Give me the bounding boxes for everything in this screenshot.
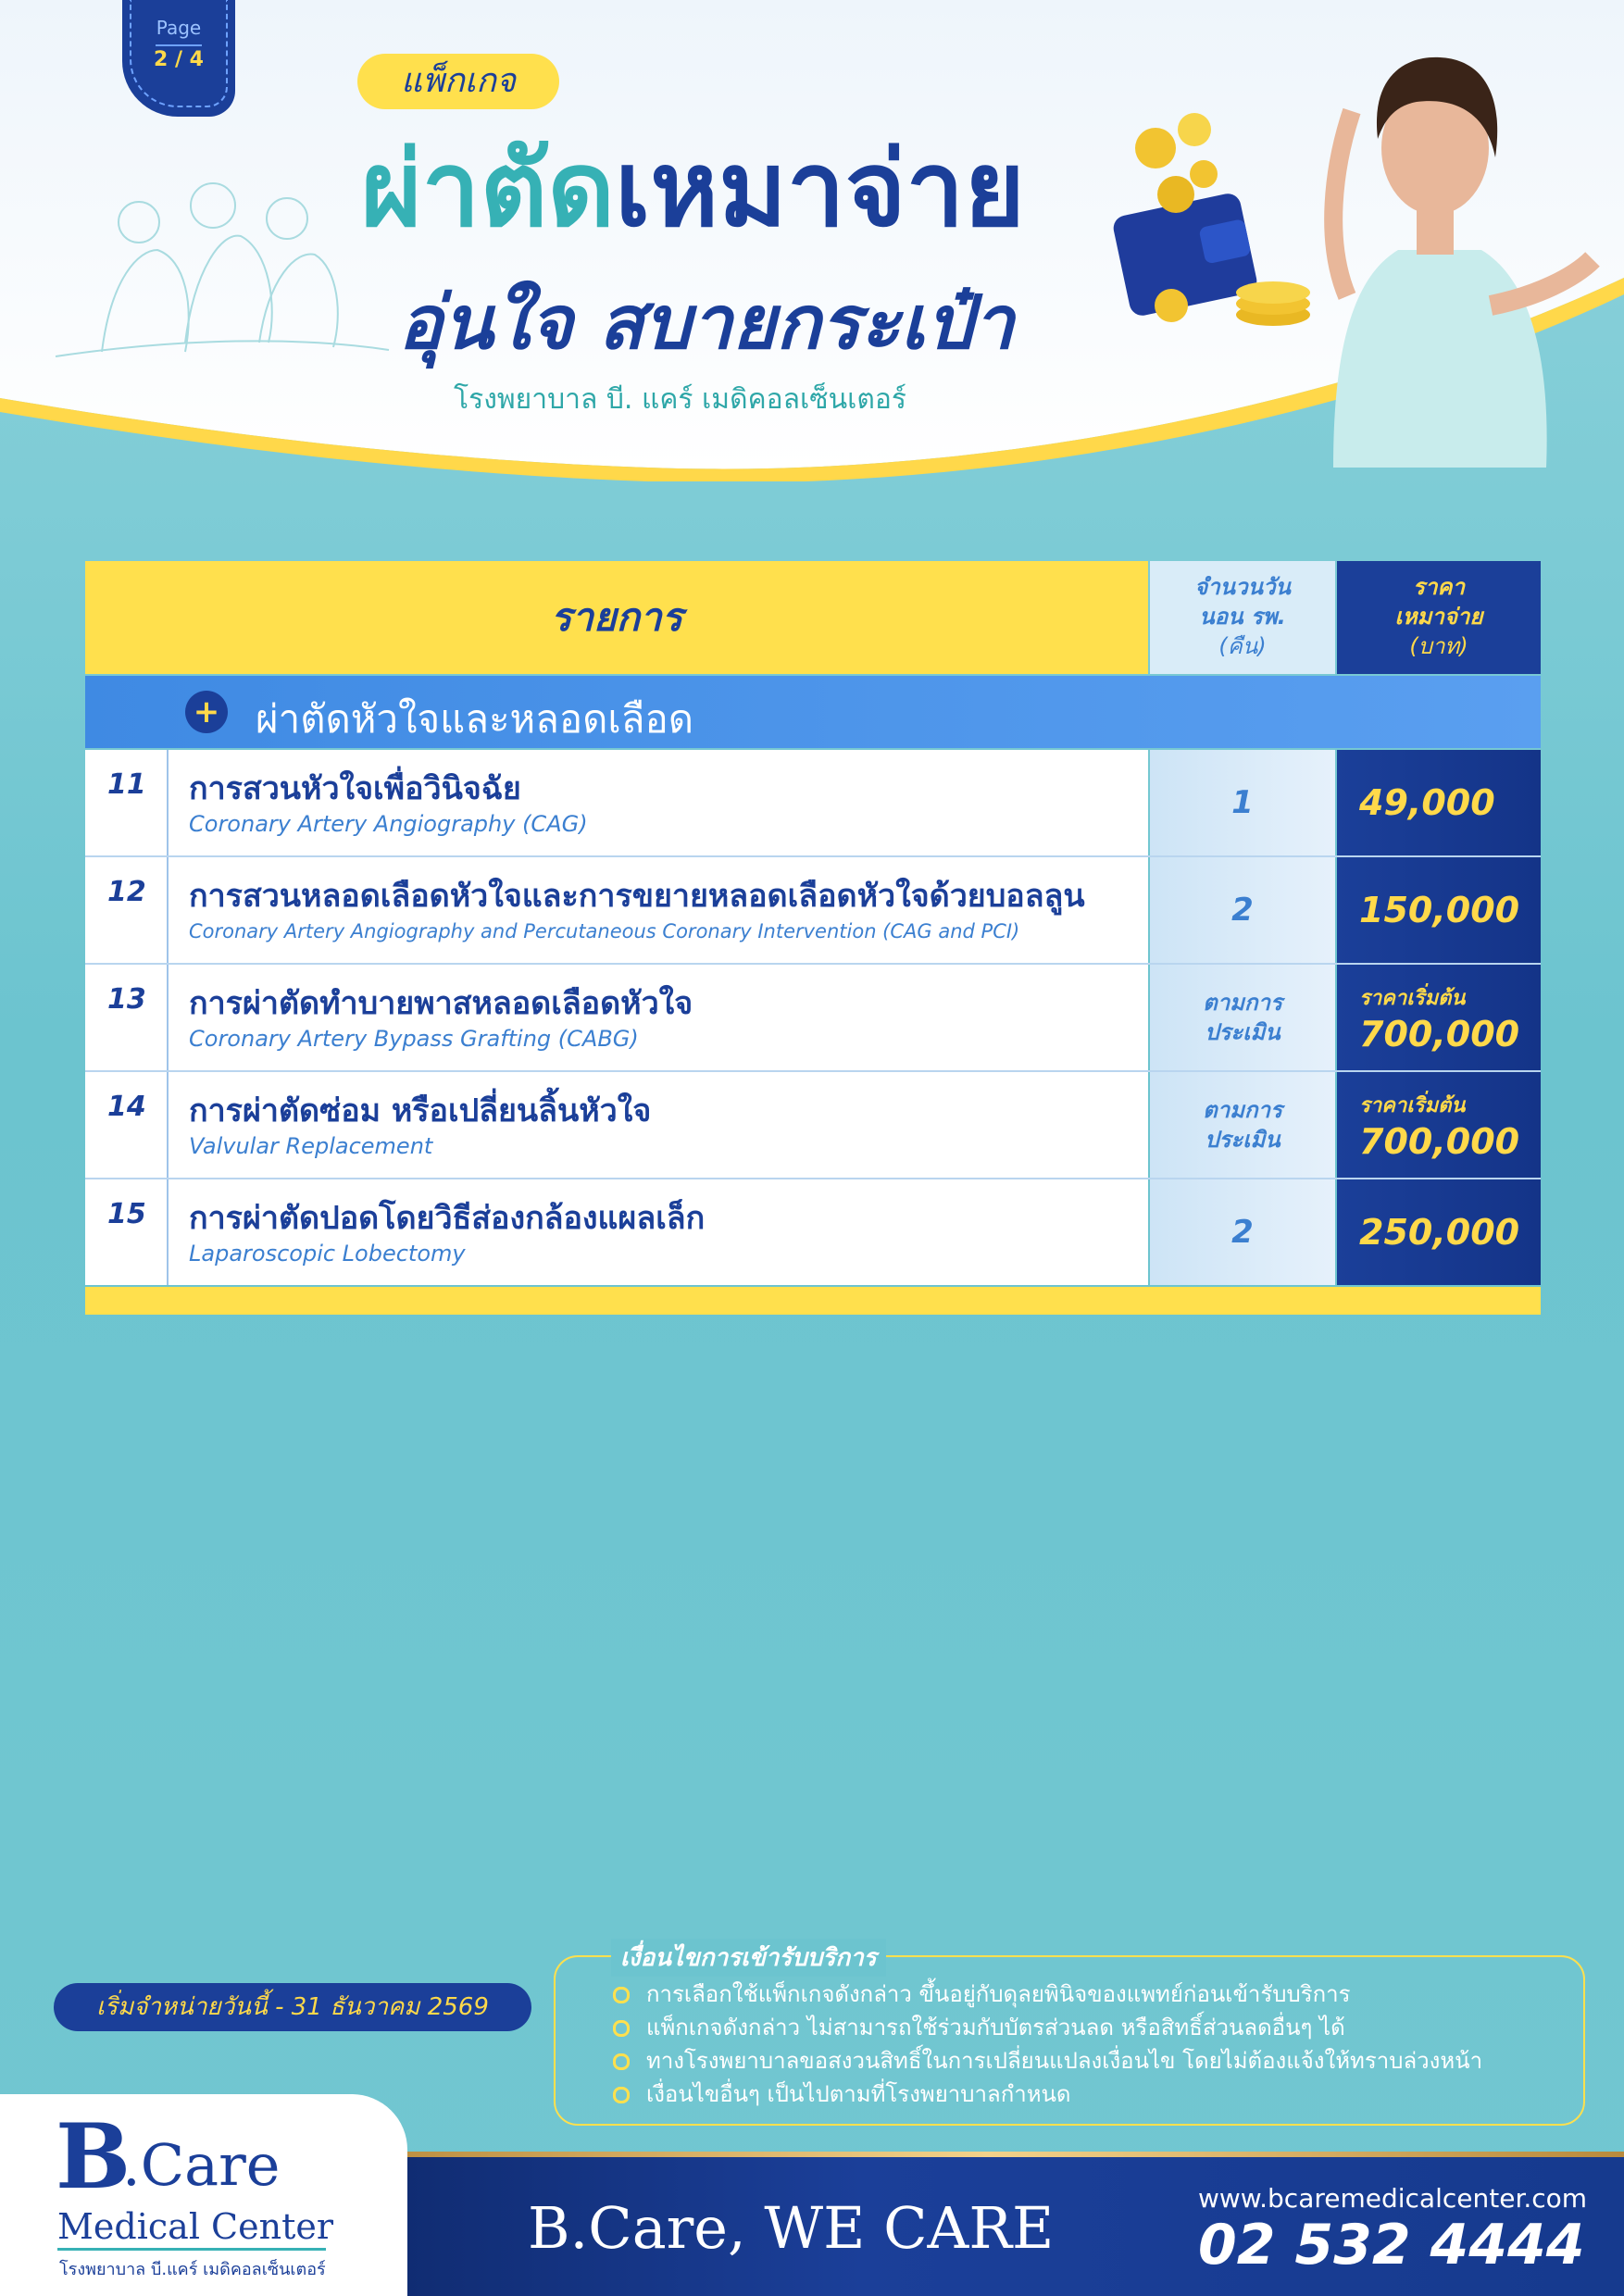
item-name-en: Laparoscopic Lobectomy	[189, 1241, 466, 1267]
nights-value: 2	[1231, 1214, 1254, 1251]
row-number: 12	[107, 876, 146, 908]
condition-text: การเลือกใช้แพ็กเกจดังกล่าว ขึ้นอยู่กับดุลยพินิจของแพทย์ก่อนเข้ารับบริการ	[646, 1981, 1351, 2007]
price-header-line1: ราคา	[1413, 574, 1465, 600]
condition-item	[613, 2076, 1071, 2112]
row-number: 13	[107, 983, 146, 1016]
sale-period: เริ่มจำหน่ายวันนี้ - 31 ธันวาคม 2569	[54, 1983, 531, 2031]
condition-text: ทางโรงพยาบาลขอสงวนสิทธิ์ในการเปลี่ยนแปลงเงื่อนไข โดยไม่ต้องแจ้งให้ทราบล่วงหน้า	[646, 2048, 1483, 2074]
item-name-th: การสวนหัวใจเพื่อวินิจฉัย	[189, 770, 521, 807]
page-number: 2 / 4	[154, 48, 204, 71]
price-value: 250,000	[1359, 1212, 1520, 1253]
title-part1: ผ่าตัด	[361, 130, 615, 250]
main-title	[361, 130, 1102, 250]
item-name-en: Valvular Replacement	[189, 1133, 433, 1159]
condition-text: แพ็กเกจดังกล่าว ไม่สามารถใช้ร่วมกับบัตรส่วนลด หรือสิทธิ์ส่วนลดอื่นๆ ได้	[646, 2015, 1345, 2040]
bullet-icon	[613, 2053, 630, 2070]
condition-item	[613, 1976, 1351, 2012]
logo-medical-center: Medical Center	[57, 2206, 334, 2247]
item-name-th: การผ่าตัดปอดโดยวิธีส่องกล้องแผลเล็ก	[189, 1200, 706, 1237]
bullet-icon	[613, 2087, 630, 2103]
section-title: ผ่าตัดหัวใจและหลอดเลือด	[256, 696, 694, 742]
price-prefix: ราคาเริ่มต้น	[1359, 1093, 1466, 1117]
nights-value: 2	[1231, 892, 1254, 929]
subtitle: อุ่นใจ สบายกระเป๋า	[398, 280, 1015, 366]
phone-number[interactable]: 02 532 4444	[1198, 2213, 1585, 2277]
page-indicator-tab	[122, 0, 235, 117]
condition-text: เงื่อนไขอื่นๆ เป็นไปตามที่โรงพยาบาลกำหนด	[646, 2081, 1071, 2107]
page-divider	[156, 44, 202, 46]
item-name-th: การผ่าตัดทำบายพาสหลอดเลือดหัวใจ	[189, 985, 693, 1022]
table-row	[85, 857, 1541, 963]
row-number: 14	[107, 1091, 146, 1123]
title-part2: เหมาจ่าย	[614, 130, 1025, 250]
website-link[interactable]: www.bcaremedicalcenter.com	[1198, 2183, 1588, 2214]
bullet-icon	[613, 1987, 630, 2003]
column-header-item	[85, 561, 1148, 674]
price-value: 49,000	[1359, 782, 1495, 823]
package-label: แพ็กเกจ	[357, 54, 559, 109]
plus-icon: +	[185, 691, 228, 733]
nights-value: ตามการ ประเมิน	[1203, 990, 1282, 1045]
item-name-en: Coronary Artery Bypass Grafting (CABG)	[189, 1026, 639, 1052]
table-row	[85, 1179, 1541, 1285]
days-header-line3: (คืน)	[1218, 633, 1267, 659]
item-name-en: Coronary Artery Angiography and Percutaneous Coronary Intervention (CAG and PCI)	[189, 920, 1020, 942]
price-prefix: ราคาเริ่มต้น	[1359, 986, 1466, 1010]
table-row	[85, 965, 1541, 1070]
price-value: 700,000	[1359, 1013, 1520, 1054]
column-header-price	[1337, 561, 1541, 674]
nights-value: ตามการ ประเมิน	[1203, 1097, 1282, 1153]
row-number: 11	[107, 768, 146, 801]
nights-value: 1	[1231, 784, 1254, 821]
days-header-line1: จำนวนวัน	[1194, 574, 1291, 600]
price-value: 700,000	[1359, 1120, 1520, 1162]
column-header-item-label: รายการ	[550, 594, 683, 640]
item-name-th: การสวนหลอดเลือดหัวใจและการขยายหลอดเลือดหัวใจด้วยบอลลูน	[189, 878, 1085, 915]
page-word: Page	[156, 17, 202, 39]
logo-thai-name: โรงพยาบาล บี.แคร์ เมดิคอลเซ็นเตอร์	[59, 2260, 326, 2279]
bullet-icon	[613, 2020, 630, 2037]
conditions-title: เงื่อนไขการเข้ารับบริการ	[611, 1939, 886, 1977]
table-row	[85, 1072, 1541, 1178]
price-header-line2: เหมาจ่าย	[1394, 604, 1483, 630]
item-name-th: การผ่าตัดซ่อม หรือเปลี่ยนลิ้นหัวใจ	[189, 1092, 652, 1129]
logo-underline	[57, 2248, 326, 2251]
table-row	[85, 750, 1541, 855]
hospital-name: โรงพยาบาล บี. แคร์ เมดิคอลเซ็นเตอร์	[454, 383, 907, 416]
column-header-days	[1150, 561, 1335, 674]
condition-item	[613, 2042, 1482, 2078]
table-footer-bar	[85, 1287, 1541, 1315]
days-header-line2: นอน รพ.	[1199, 604, 1286, 630]
slogan: B.Care, WE CARE	[528, 2194, 1055, 2262]
price-header-line3: (บาท)	[1409, 633, 1468, 659]
condition-item	[613, 2009, 1345, 2045]
row-number: 15	[107, 1198, 146, 1230]
logo-letter: B	[56, 2104, 131, 2209]
logo-care-text: .Care	[122, 2131, 281, 2199]
price-value: 150,000	[1359, 890, 1520, 930]
item-name-en: Coronary Artery Angiography (CAG)	[189, 811, 588, 837]
